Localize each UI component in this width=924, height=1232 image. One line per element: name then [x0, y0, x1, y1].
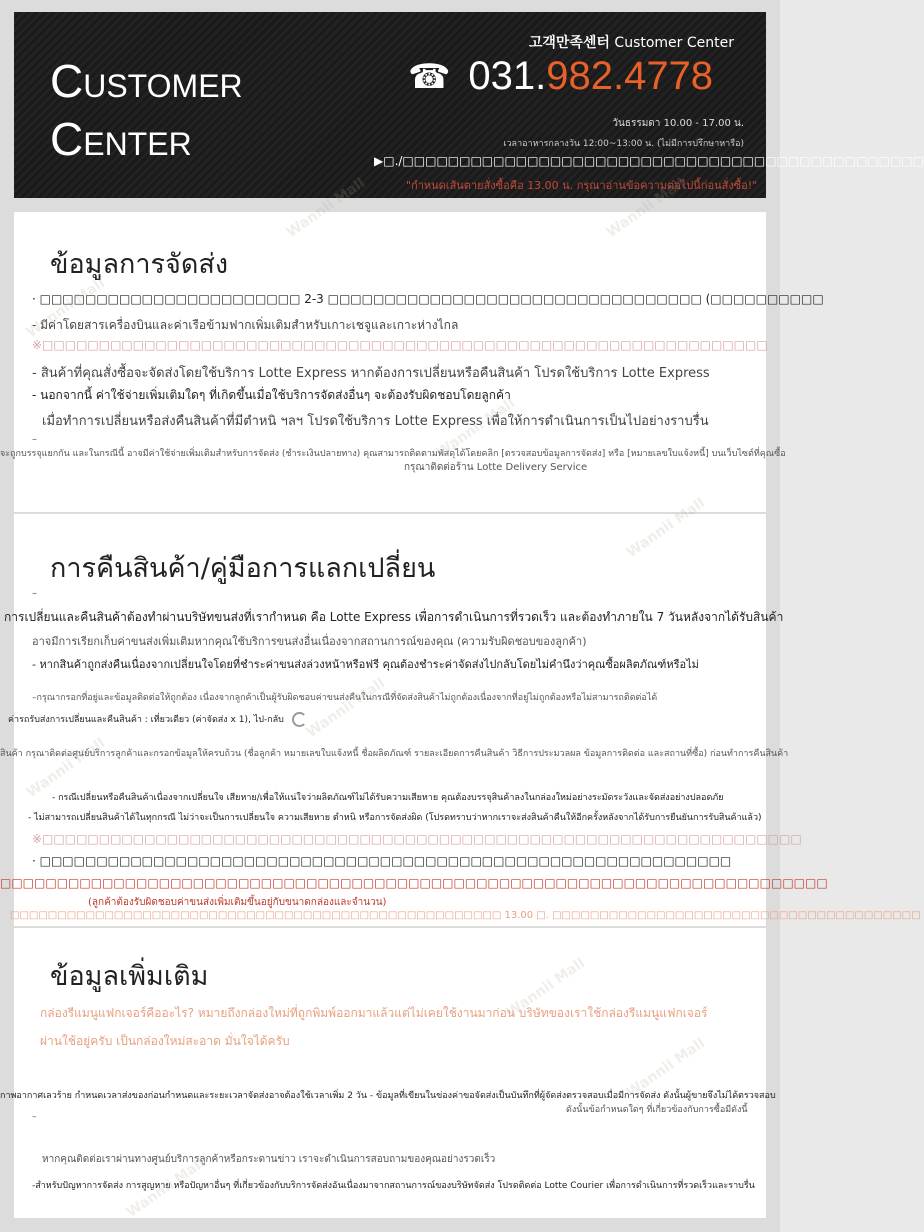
- returns-line-5: –กรุณากรอกที่อยู่และข้อมูลติดต่อให้ถูกต้อง เนื่องจากลูกค้าเป็นผู้รับผิดชอบค่าขนส่งคืนในกรณีที่จัดส่งสินค้าไม่ถูกต้องเนื่องจากที่อยู่ไม่ถูกต้องหรือไม่สามารถติดต่อได้: [32, 693, 658, 703]
- extra-title: ข้อมูลเพิ่มเติม: [50, 961, 209, 992]
- extra-line-7: -สำหรับปัญหาการจัดส่ง การสูญหาย หรือปัญหาอื่นๆ ที่เกี่ยวข้องกับบริการจัดส่งอันเนื่องมาจากสถานการณ์ของบริษัทจัดส่ง โปรดติดต่อ Lotte Courier เพื่อการดำเนินการที่รวดเร็วและราบรื่น: [32, 1181, 755, 1191]
- extra-line-3: กาพอากาศเลวร้าย กำหนดเวลาส่งของก่อนกำหนดและระยะเวลาจัดส่งอาจต้องใช้เวลาเพิ่ม 2 วัน - ข้อมูลที่เขียนในข่องค่าขอจัดส่งเป็นบันทึกที่ผู้จัดส่งตรวจสอบเมื่อมีการจัดส่ง ดังนั้นผู้ขายจึงไม่ได้ตรวจสอบ: [0, 1091, 776, 1101]
- returns-line-3: อาจมีการเรียกเก็บค่าขนส่งเพิ่มเติมหากคุณใช้บริการขนส่งอื่นเนื่องจากสถานการณ์ของคุณ (ความรับผิดชอบของลูกค้า): [32, 635, 587, 648]
- returns-line-7: สินค้า กรุณาติดต่อศูนย์บริการลูกค้าและกรอกข้อมูลให้ครบถ้วน (ชื่อลูกค้า หมายเลขใบแจ้งหนี้ ชื่อผลิตภัณฑ์ รายละเอียดการคืนสินค้า วิธีการประมวลผล ข้อมูลการติดต่อ และสถานที่ซื้อ) ก่อนทำการคืนสินค้า: [0, 749, 789, 759]
- phone-main: 982.4778: [546, 54, 714, 98]
- round-trip-icon: [292, 712, 307, 727]
- shipping-line-4: - สินค้าที่คุณสั่งซื้อจะจัดส่งโดยใช้บริการ Lotte Express หากต้องการเปลี่ยนหรือคืนสินค้า โปรดใช้บริการ Lotte Express: [32, 366, 710, 381]
- phone-number-row[interactable]: [408, 54, 713, 110]
- returns-line-6: [8, 712, 307, 727]
- customer-center-label: [529, 32, 734, 52]
- returns-title: การคืนสินค้า/คู่มือการแลกเปลี่ยน: [50, 553, 436, 584]
- banner-title-line2: Center: [50, 113, 192, 165]
- returns-line-10: ※□□□□□□□□□□□□□□□□□□□□□□□□□□□□□□□□□□□□□□□□□□□□□□□□□□□□□□□□□□□□□□□□□□□: [32, 832, 802, 846]
- shipping-info-panel: [0, 212, 824, 512]
- returns-line-8: - กรณีเปลี่ยนหรือคืนสินค้าเนื่องจากเปลี่ยนใจ เสียหาย/เพื่อให้แน่ใจว่าผลิตภัณฑ์ไม่ได้รับความเสียหาย คุณต้องบรรจุสินค้าลงในกล่องใหม่อย่างระมัดระวังและจัดส่งอย่างปลอดภัย: [52, 793, 724, 803]
- lunch-hours: เวลาอาหารกลางวัน 12:00~13:00 น. (ไม่มีการปรึกษาหารือ): [503, 139, 744, 149]
- business-hours: วันธรรมดา 10.00 - 17.00 น.: [612, 118, 744, 129]
- banner-title-line1: Customer: [50, 55, 243, 107]
- shipping-line-7: –: [32, 434, 37, 445]
- shipping-line-2: - มีค่าโดยสารเครื่องบินและค่าเรือข้ามฟากเพิ่มเติมสำหรับเกาะเชจูและเกาะห่างไกล: [32, 318, 459, 332]
- extra-line-2: ผ่านใช้อยู่ครับ เป็นกล่องใหม่สะอาด มั่นใจได้ครับ: [40, 1034, 290, 1048]
- phone-icon: ☎: [408, 56, 451, 97]
- returns-line-6-text: ค่ารถรับส่งการเปลี่ยนและคืนสินค้า : เที่ยวเดียว (ค่าจัดส่ง x 1), ไป-กลับ: [8, 715, 284, 725]
- extra-line-4: ดังนั้นข้อกำหนดใดๆ ที่เกี่ยวข้องกับการซื้อมีดังนี้: [566, 1105, 748, 1115]
- order-cutoff-notice: "กำหนดเส้นตายสั่งซื้อคือ 13.00 น. กรุณาอ่านข้อความต่อไปนี้ก่อนสั่งซื้อ!": [406, 179, 758, 192]
- qna-link[interactable]: ▶□./□□□□□□□□□□□□□□□□□□□□□□□□□□□□□□□□□□□□□□□□□□□□□□: [374, 154, 924, 168]
- extra-line-1: กล่องรีแมนูแฟกเจอร์คืออะไร? หมายถึงกล่องใหม่ที่ถูกพิมพ์ออกมาแล้วแต่ไม่เคยใช้งานมาก่อน บริษัทของเราใช้กล่องรีแมนูแฟกเจอร์: [40, 1006, 708, 1020]
- shipping-line-5: - นอกจากนี้ ค่าใช้จ่ายเพิ่มเติมใดๆ ที่เกิดขึ้นเมื่อใช้บริการจัดส่งอื่นๆ จะต้องรับผิดชอบโดยลูกค้า: [32, 388, 511, 402]
- returns-line-12: □□□□□□□□□□□□□□□□□□□□□□□□□□□□□□□□□□□□□□□□□□□□□□□□□□□□□□□□□□□□□□□□□□□□□□□□□: [0, 876, 828, 890]
- banner-title: [50, 52, 243, 168]
- customer-center-korean: 고객만족센터: [528, 35, 610, 51]
- returns-line-4: - หากสินค้าถูกส่งคืนเนื่องจากเปลี่ยนใจโดยที่ชำระค่าขนส่งล่วงหน้าหรือฟรี คุณต้องชำระค่าจัดส่งไปกลับโดยไม่คำนึงว่าคุณซื้อผลิตภัณฑ์หรือไม่: [32, 658, 699, 671]
- returns-line-9: - ไม่สามารถเปลี่ยนสินค้าได้ในทุกกรณี ไม่ว่าจะเป็นการเปลี่ยนใจ ความเสียหาย ตำหนิ หรือการจัดส่งผิด (โปรดทราบว่าหากเราจะส่งสินค้าคืนให้อีกครั้งหลังจากได้รับการยืนยันการรับสินค้าแล้ว): [28, 813, 762, 823]
- customer-center-english: Customer Center: [614, 35, 734, 51]
- shipping-title: ข้อมูลการจัดส่ง: [50, 249, 229, 280]
- returns-line-1: –: [32, 588, 37, 599]
- returns-line-14: □□□□□□□□□□□□□□□□□□□□□□□□□□□□□□□□□□□□□□□□□□□□□□□□□□□□ 13.00 □. □□□□□□□□□□□□□□□□□□□□□□□□□□□□□□□□□□□□□□□: [10, 910, 921, 921]
- customer-center-banner: [14, 12, 924, 198]
- returns-line-11: · □□□□□□□□□□□□□□□□□□□□□□□□□□□□□□□□□□□□□□□□□□□□□□□□□□□□□□□□□□□□□: [32, 854, 732, 868]
- extra-line-6: หากคุณติดต่อเราผ่านทางศูนย์บริการลูกค้าหรือกระดานข่าว เราจะดำเนินการสอบถามของคุณอย่างรวดเร็ว: [42, 1154, 496, 1165]
- shipping-line-8: จะถูกบรรจุแยกกัน และในกรณีนี้ อาจมีค่าใช้จ่ายเพิ่มเติมสำหรับการจัดส่ง (ชำระเงินปลายทาง) คุณสามารถติดตามพัสดุได้โดยคลิก [ตรวจสอบข้อมูลการจัดส่ง] หรือ [หมายเลขใบแจ้งหนี้] บนเว็บไซต์ที่คุณซื้อ: [0, 449, 786, 459]
- phone-prefix: 031.: [468, 54, 547, 98]
- shipping-line-9: กรุณาติดต่อร้าน Lotte Delivery Service: [404, 462, 588, 473]
- shipping-line-3: ※□□□□□□□□□□□□□□□□□□□□□□□□□□□□□□□□□□□□□□□□□□□□□□□□□□□□□□□□□□□□□□□□: [32, 338, 768, 352]
- extra-line-5: –: [32, 1112, 37, 1122]
- shipping-line-1: · □□□□□□□□□□□□□□□□□□□□□□□ 2-3 □□□□□□□□□□□□□□□□□□□□□□□□□□□□□□□□□ (□□□□□□□□□□: [32, 292, 824, 306]
- returns-line-13: (ลูกค้าต้องรับผิดชอบค่าขนส่งเพิ่มเติมขึ้นอยู่กับขนาดกล่องและจำนวน): [88, 897, 387, 908]
- returns-panel: [0, 514, 921, 926]
- shipping-line-6: เมื่อทำการเปลี่ยนหรือส่งคืนสินค้าที่มีตำหนิ ฯลฯ โปรดใช้บริการ Lotte Express เพื่อให้การดำเนินการเป็นไปอย่างราบรื่น: [42, 414, 709, 429]
- extra-info-panel: [0, 928, 776, 1218]
- returns-line-2: การเปลี่ยนและคืนสินค้าต้องทำผ่านบริษัทขนส่งที่เรากำหนด คือ Lotte Express เพื่อการดำเนินการที่รวดเร็ว และต้องทำภายใน 7 วันหลังจากได้รับสินค้า: [4, 610, 784, 624]
